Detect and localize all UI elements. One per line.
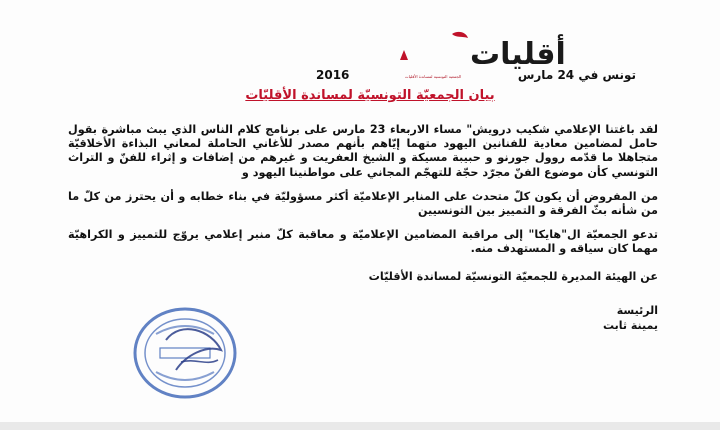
bottom-border <box>0 422 720 430</box>
paragraph-3: تدعو الجمعيّة ال"هايكا" إلى مراقبة المضامين الإعلاميّة و معاقبة كلّ منبر إعلامي يروّج للتمييز و الكراهيّة مهما كان سياقه و المستهدف منه. <box>68 228 658 256</box>
place-date: تونس في 24 مارس <box>517 68 636 82</box>
association-logo <box>392 30 566 72</box>
stamp-seal-icon <box>126 300 244 406</box>
statement-title: بيان الجمعيّة التونسيّة لمساندة الأقليّات <box>245 88 495 103</box>
signature-role: الرئيسة <box>616 304 658 317</box>
official-stamp <box>126 300 244 406</box>
logo-mark-icon <box>392 30 566 72</box>
closing-line: عن الهيئة المديرة للجمعيّة التونسيّة لمساندة الأقليّات <box>368 270 658 283</box>
signature-block <box>460 303 658 333</box>
logo-subtext: الجمعية التونسية لمساندة الأقليات <box>404 74 462 79</box>
paragraph-2: من المفروض أن يكون كلّ متحدث على المنابر الإعلاميّة أكثر مسؤوليّة في بناء خطابه و أن يحترز من كلّ ما من شأنه بثّ الفرقة و التمييز بين التونسيين <box>68 189 658 218</box>
paragraph-1: لقد باغتنا الإعلامي شكيب درويش" مساء الاربعاء 23 مارس على برنامج كلام الناس الذي يبث مباشرة بقول حامل لمضامين معادية للفنانين اليهود متهما إيّاهم بأنهم مصدر للأغاني الحاملة لمعاني البذاءة الأخلاقيّة متجاهلا ما قدّمه روول جورنو و حبيبة مسيكة و الشيخ العفريت و غيرهم من إضافات و إثراء للفنّ و التراث التونسي كأن موضوع الفنّ مجرّد حجّة للتهجّم المجاني على مواطنينا اليهود و <box>68 123 658 179</box>
year: 2016 <box>316 68 350 82</box>
statement-body <box>68 123 658 257</box>
signature-name: يمينة ثابت <box>602 319 658 332</box>
logo-wordmark: أقليات <box>470 37 566 72</box>
logo-accent-triangle <box>400 50 408 60</box>
logo-accent-shape <box>452 32 468 38</box>
place-date-line <box>316 68 636 82</box>
